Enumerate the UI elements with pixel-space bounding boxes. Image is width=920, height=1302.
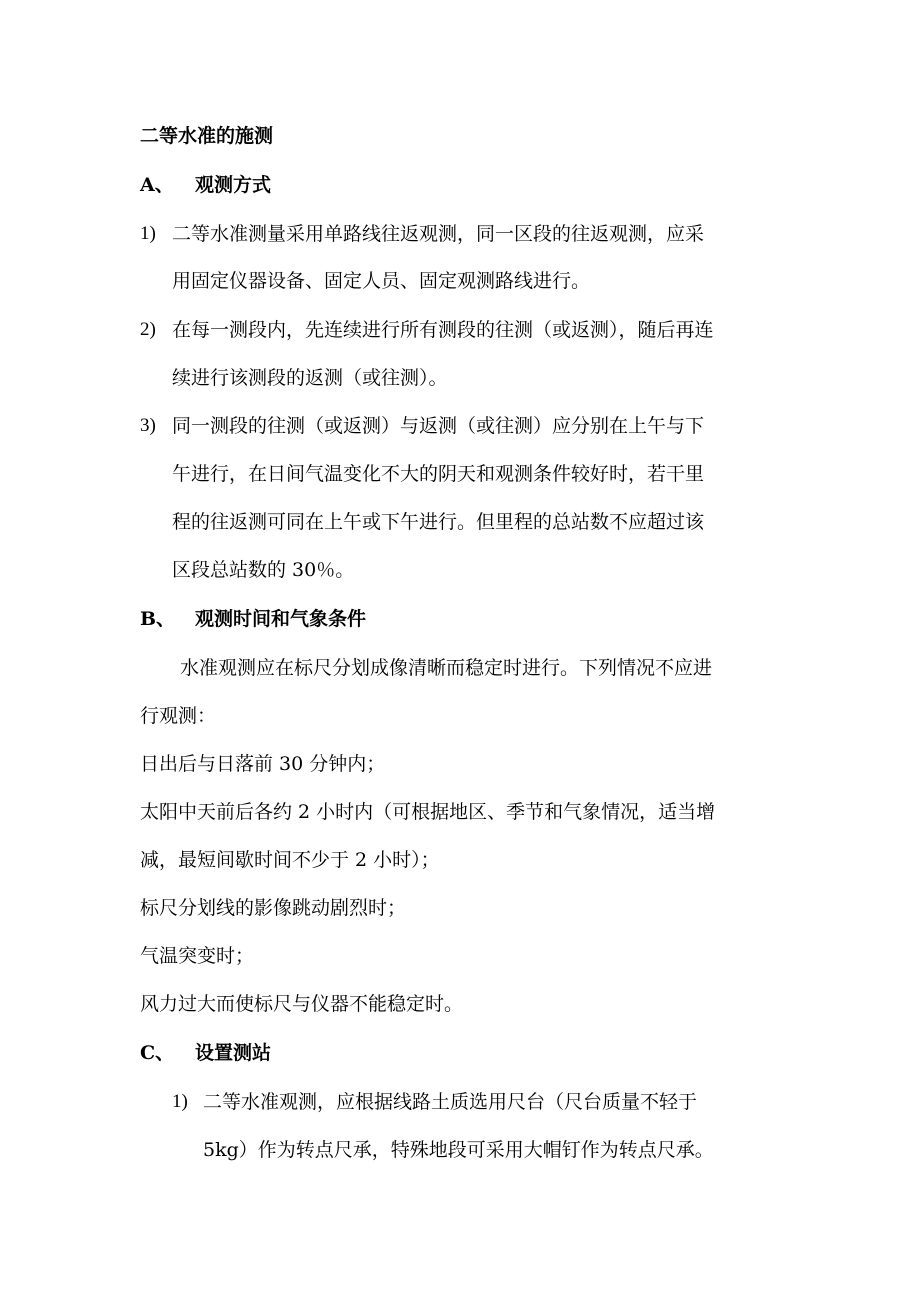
- section-c-item-1-line-2: 5kg）作为转点尺承，特殊地段可采用大帽钉作为转点尺承。: [203, 1139, 714, 1161]
- section-b-heading: 观测时间和气象条件: [195, 608, 367, 630]
- section-a-item-1-line-2: 用固定仪器设备、固定人员、固定观测路线进行。: [172, 270, 591, 292]
- section-b-intro-line-2: 行观测：: [140, 705, 217, 727]
- section-a-item-3-line-3: 程的往返测可同在上午或下午进行。但里程的总站数不应超过该: [172, 511, 705, 533]
- section-c-item-1-number: 1): [172, 1091, 188, 1112]
- section-a-item-3-line-4: 区段总站数的 30％。: [172, 559, 355, 581]
- section-b-condition-2-cont: 减，最短间歇时间不少于 2 小时）；: [140, 849, 440, 871]
- section-b-condition-2: 太阳中天前后各约 2 小时内（可根据地区、季节和气象情况，适当增: [140, 801, 716, 823]
- section-a-item-3-number: 3): [140, 415, 156, 436]
- section-a-item-3-line-1: 同一测段的往测（或返测）与返测（或往测）应分别在上午与下: [172, 415, 705, 437]
- section-b-condition-4: 气温突变时；: [140, 945, 255, 967]
- section-b-condition-1: 日出后与日落前 30 分钟内；: [140, 753, 386, 775]
- section-c-label: C、: [140, 1042, 175, 1064]
- section-a-item-1-number: 1): [140, 223, 156, 244]
- section-a-label: A、: [140, 174, 174, 196]
- document-title: 二等水准的施测: [140, 125, 274, 147]
- section-a-item-2-number: 2): [140, 319, 156, 340]
- section-a-item-2-line-1: 在每一测段内，先连续进行所有测段的往测（或返测），随后再连: [172, 319, 714, 341]
- section-a-item-3-line-2: 午进行，在日间气温变化不大的阴天和观测条件较好时，若干里: [172, 463, 705, 485]
- section-c-item-1-line-1: 二等水准观测，应根据线路土质选用尺台（尺台质量不轻于: [203, 1091, 698, 1113]
- section-b-intro-line-1: 水准观测应在标尺分划成像清晰而稳定时进行。下列情况不应进: [180, 657, 713, 679]
- section-b-label: B、: [140, 608, 176, 630]
- section-c-heading: 设置测站: [195, 1042, 272, 1064]
- section-a-heading: 观测方式: [195, 174, 272, 196]
- section-b-condition-5: 风力过大而使标尺与仪器不能稳定时。: [140, 993, 464, 1015]
- section-b-condition-3: 标尺分划线的影像跳动剧烈时；: [140, 897, 407, 919]
- section-a-item-1-line-1: 二等水准测量采用单路线往返观测，同一区段的往返观测，应采: [172, 223, 705, 245]
- section-a-item-2-line-2: 续进行该测段的返测（或往测）。: [172, 367, 448, 389]
